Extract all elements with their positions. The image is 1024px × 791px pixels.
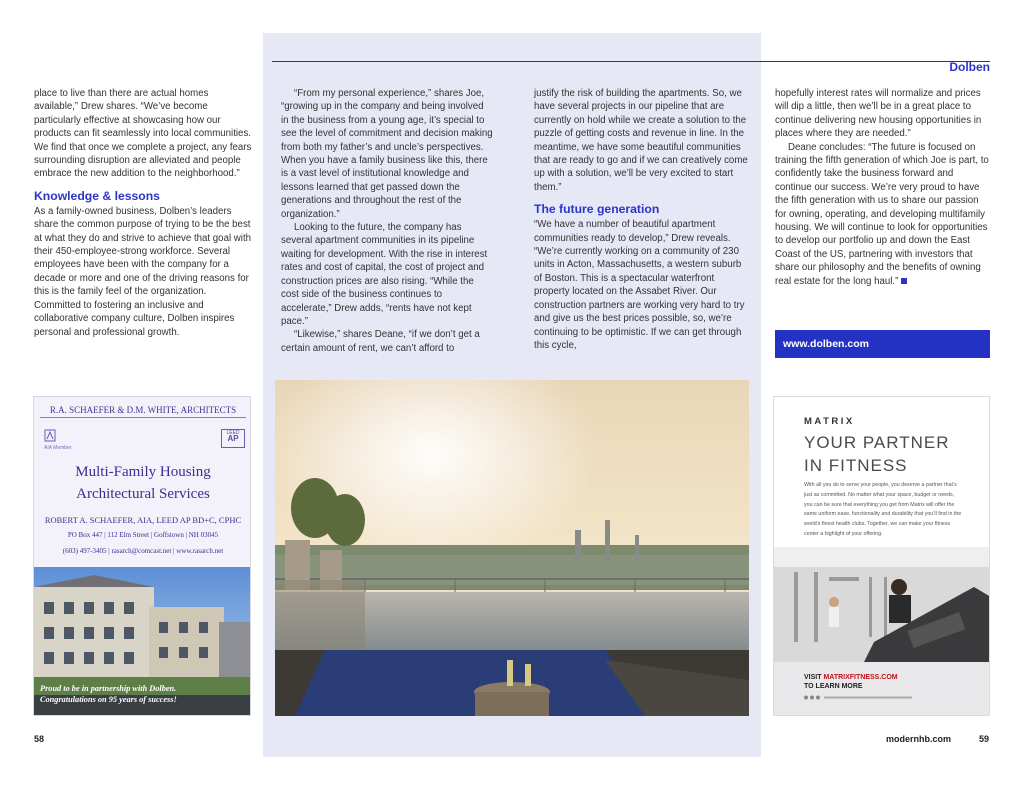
- ad-headline: [34, 461, 251, 505]
- cta-website: MATRIXFITNESS.COM: [823, 674, 898, 681]
- matrix-logo: MATRIX: [804, 416, 855, 427]
- headline-line-2: IN FITNESS: [804, 456, 908, 475]
- paragraph: “Likewise,” shares Deane, “if we don’t get a certain amount of rent, we can’t afford to: [281, 329, 480, 354]
- article-column-4: [775, 87, 990, 288]
- end-mark-icon: [901, 278, 907, 284]
- page-number-left: 58: [34, 734, 45, 744]
- firm-address: PO Box 447 | 112 Elm Street | Goffstown | NH 03045: [67, 531, 219, 539]
- architects-advertisement[interactable]: [33, 396, 251, 716]
- section-heading-knowledge: Knowledge & lessons: [34, 188, 160, 203]
- section-heading-future: The future generation: [534, 202, 660, 217]
- ad-caption: [40, 683, 246, 705]
- aia-member-label: AIA Member: [44, 445, 72, 451]
- paragraph-final: [775, 141, 990, 288]
- leed-ap-badge: [221, 429, 245, 448]
- leed-label: LEED: [226, 430, 240, 436]
- paragraph: Looking to the future, the company has several apartment communities in its pipeline waiting for development. With the rise in interest rates and cost of capital, the cost of project and construction prices are also rising. “While the cost side of the business continues to accelerate,” Drew adds, “rents have not kept pace.”: [281, 222, 488, 327]
- header-rule: [272, 61, 990, 62]
- article-column-2: [281, 87, 493, 355]
- ad-headline: [804, 431, 950, 477]
- headline-line-1: YOUR PARTNER: [804, 433, 950, 452]
- article-column-1: [34, 87, 252, 339]
- caption-line-1: Proud to be in partnership with Dolben.: [40, 684, 177, 693]
- rooftop-pool-photo: [275, 380, 749, 716]
- ad-body-text: With all you do to serve your people, you deserve a partner that’s just as committed. No matter what your space, budget or needs, you can be sure that everything you get from Matrix will offer the same uniform ease, functionality and durability that you’ll find in the world’s finest health clubs. Together, we can make your fitness center a highlight of your offering.: [804, 482, 962, 537]
- aia-badge: [44, 429, 72, 451]
- article-column-3: [534, 87, 749, 352]
- paragraph: “We have a number of beautiful apartment communities ready to develop,” Drew reveals. “We’re currently working on a community of 230 units in Acton, Massachusetts, a western suburb of Boston. This is a spectacular waterfront property located on the Assabet River. Our construction partners are working very hard to try and give us the best prices possible, so, we’re continuing to be optimistic. If we can get through this cycle,: [534, 219, 745, 351]
- caption-line-2: Congratulations on 95 years of success!: [40, 695, 177, 704]
- paragraph: place to live than there are actual homes available,” Drew shares. “We’ve become particularly effective at showcasing how our products can fit seamlessly into local communities. We find that once we complete a project, any fears surrounding disruption are alleviated and people embrace the new addition to the neighborhood.”: [34, 88, 252, 180]
- matrix-fitness-advertisement[interactable]: [773, 396, 990, 716]
- headline-line-2: Architectural Services: [76, 486, 210, 502]
- paragraph-text: Deane concludes: “The future is focused on training the fifth generation of which Joe is part, to confidently take the business forward and continue our success. We’re very proud to have the fifth generation with us to share our passion for owning, operating, and developing multifamily housing. We will continue to look for opportunities to develop our portfolio up and down the East Coast of the US, partnering with investors that share our philosophy and the benefits of owning real estate for the long haul.”: [775, 141, 989, 287]
- aia-logo-icon: [44, 429, 56, 443]
- footer-site: modernhb.com: [886, 734, 952, 744]
- brand-label: Dolben: [949, 60, 990, 74]
- leed-ap-label: AP: [227, 434, 239, 443]
- firm-name: R.A. SCHAEFER & D.M. WHITE, ARCHITECTS: [40, 405, 246, 418]
- architect-name: ROBERT A. SCHAEFER, AIA, LEED AP BD+C, CPHC: [44, 515, 242, 525]
- gym-photo: [774, 547, 990, 662]
- ad-fine-print: [804, 695, 914, 701]
- website-link-button[interactable]: www.dolben.com: [775, 330, 990, 358]
- paragraph: As a family-owned business, Dolben’s leaders share the common purpose of trying to be the best at what they do and strive to achieve that goal with their 450-employee-strong workforce. Several employees have been with the company for a decade or more and one of the driving reasons for this is the family feel of the organization. Committed to fostering an inclusive and collaborative company culture, Dolben inspires personal and professional growth.: [34, 205, 252, 338]
- page-number-right: 59: [979, 734, 990, 744]
- paragraph: hopefully interest rates will normalize and prices will dip a little, then we’ll be in a great place to continue delivering new housing opportunities in places where they are needed.”: [775, 88, 982, 140]
- paragraph: “From my personal experience,” shares Joe, “growing up in the company and being involved in the business from a young age, it’s special to see the level of commitment and decision making from both my father’s and uncle’s perspectives. When you have a family business like this, there is a vast level of institutional knowledge and lessons learned that get passed down the generations and throughout the rest of the organization.”: [281, 88, 493, 220]
- ad-call-to-action[interactable]: [804, 674, 898, 691]
- ad-footer: [774, 662, 990, 716]
- headline-line-1: Multi-Family Housing: [75, 464, 211, 480]
- paragraph: justify the risk of building the apartments. So, we have several projects in our pipeline that are currently on hold while we create a solution to the puzzle of getting costs and revenue in line. In the meantime, we have some beautiful communities that are ready to go and if we can creatively come up with a solution, we’ll be very excited to start them.”: [534, 88, 748, 193]
- firm-contact: (603) 497-3405 | rasarch@comcast.net | www.rasarch.net: [62, 547, 224, 555]
- cta-line-2: TO LEARN MORE: [804, 682, 863, 690]
- cta-prefix: VISIT: [804, 674, 824, 681]
- social-icons-row-icon: [804, 695, 914, 700]
